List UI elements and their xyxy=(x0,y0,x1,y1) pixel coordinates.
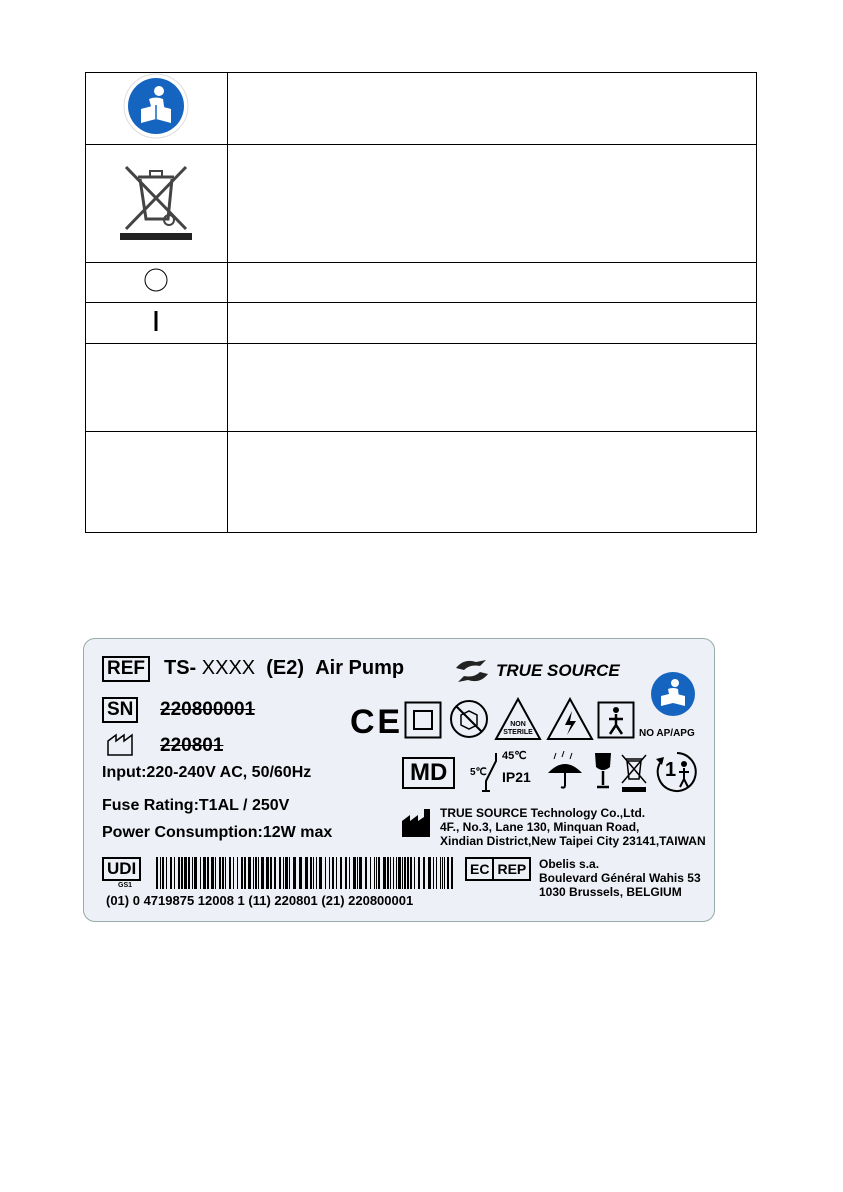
table-row xyxy=(86,344,757,432)
barcode-bar xyxy=(279,857,281,889)
barcode-bar xyxy=(428,857,431,889)
ref-prefix: TS- xyxy=(164,657,197,679)
barcode-bar xyxy=(402,857,403,889)
class-ii-double-insulation-icon xyxy=(404,701,442,739)
symbol-cell xyxy=(86,432,228,533)
gs1-text: GS1 xyxy=(118,882,133,889)
ce-mark-icon: C E xyxy=(350,703,399,741)
barcode-bar xyxy=(270,857,272,889)
barcode-bar xyxy=(285,857,288,889)
barcode-bar xyxy=(244,857,246,889)
power-consumption: Power Consumption:12W max xyxy=(102,824,333,841)
barcode-bar xyxy=(313,857,314,889)
power-off-icon xyxy=(143,267,169,293)
barcode-bar xyxy=(340,857,342,889)
barcode-bar xyxy=(447,857,449,889)
ref-variant: (E2) xyxy=(266,657,305,679)
sn-box: SN xyxy=(102,697,138,723)
barcode-bar xyxy=(345,857,347,889)
barcode-bar xyxy=(365,857,367,889)
barcode-bar xyxy=(390,857,391,889)
barcode-bar xyxy=(407,857,409,889)
description-cell xyxy=(227,73,756,145)
barcode-bar xyxy=(241,857,243,889)
udi-barcode xyxy=(156,857,456,889)
do-not-use-if-damaged-icon xyxy=(449,699,489,739)
barcode-bar xyxy=(329,857,330,889)
barcode-bar xyxy=(248,857,251,889)
barcode-bar xyxy=(188,857,190,889)
barcode-bar xyxy=(258,857,259,889)
barcode-bar xyxy=(396,857,397,889)
barcode-bar xyxy=(393,857,394,889)
barcode-bar xyxy=(283,857,284,889)
power-on-icon xyxy=(151,309,161,333)
temp-high: 45℃ xyxy=(502,750,527,762)
barcode-bar xyxy=(166,857,167,889)
rep-line1: Obelis s.a. xyxy=(539,857,600,871)
rep-line2: Boulevard Général Wahis 53 xyxy=(539,871,701,885)
fragile-glass-icon xyxy=(592,751,614,791)
non-sterile-label xyxy=(502,721,534,737)
barcode-bar xyxy=(414,857,415,889)
serial-number: 220800001 xyxy=(160,699,256,720)
barcode-bar xyxy=(162,857,164,889)
description-cell xyxy=(227,303,756,344)
barcode-bar xyxy=(203,857,206,889)
barcode-bar xyxy=(200,857,201,889)
barcode-bar xyxy=(383,857,386,889)
type-b-applied-part-icon xyxy=(597,701,635,739)
barcode-bar xyxy=(359,857,362,889)
barcode-bar xyxy=(310,857,312,889)
barcode-bar xyxy=(374,857,375,889)
weee-bin-icon xyxy=(619,751,649,793)
temperature-limit-icon xyxy=(482,751,502,793)
ref-line xyxy=(164,657,404,680)
symbol-cell xyxy=(86,263,228,303)
udi-human-readable: (01) 0 4719875 12008 1 (11) 220801 (21) 220800001 xyxy=(106,893,414,908)
barcode-bar xyxy=(378,857,380,889)
barcode-bar xyxy=(418,857,420,889)
barcode-bar xyxy=(215,857,216,889)
ref-box: REF xyxy=(102,656,150,682)
barcode-bar xyxy=(233,857,234,889)
table-row xyxy=(86,145,757,263)
description-cell xyxy=(227,145,756,263)
barcode-bar xyxy=(336,857,337,889)
product-label xyxy=(83,638,715,922)
barcode-bar xyxy=(184,857,187,889)
brand-name: TRUE SOURCE xyxy=(496,661,620,680)
barcode-bar xyxy=(305,857,308,889)
read-manual-icon xyxy=(650,671,696,717)
barcode-bar xyxy=(160,857,161,889)
ip-rating: IP21 xyxy=(502,769,531,785)
barcode-bar xyxy=(274,857,276,889)
barcode-bar xyxy=(266,857,269,889)
barcode-bar xyxy=(261,857,264,889)
input-spec: Input:220-240V AC, 50/60Hz xyxy=(102,764,312,781)
description-cell xyxy=(227,432,756,533)
fuse-rating: Fuse Rating:T1AL / 250V xyxy=(102,797,290,814)
rep-tag: REP xyxy=(497,861,527,877)
barcode-bar xyxy=(174,857,175,889)
no-ap-apg-text: NO AP/APG xyxy=(639,728,695,739)
barcode-bar xyxy=(423,857,425,889)
manufacturer-line3: Xindian District,New Taipei City 23141,TAIWAN xyxy=(440,834,706,848)
symbol-cell xyxy=(86,344,228,432)
barcode-bar xyxy=(181,857,183,889)
weee-crossed-bin-icon xyxy=(112,157,200,245)
barcode-bar xyxy=(387,857,389,889)
barcode-bar xyxy=(194,857,197,889)
barcode-bar xyxy=(192,857,193,889)
true-source-logo-icon xyxy=(452,656,492,686)
barcode-bar xyxy=(211,857,214,889)
barcode-bar xyxy=(237,857,238,889)
barcode-bar xyxy=(353,857,356,889)
barcode-bar xyxy=(370,857,371,889)
single-patient-number: 1 xyxy=(665,759,677,781)
barcode-bar xyxy=(404,857,406,889)
table-row xyxy=(86,432,757,533)
barcode-bar xyxy=(289,857,290,889)
barcode-bar xyxy=(436,857,437,889)
symbol-cell xyxy=(86,145,228,263)
barcode-bar xyxy=(219,857,221,889)
manufacturer-line2: 4F., No.3, Lane 130, Minquan Road, xyxy=(440,820,640,834)
barcode-bar xyxy=(319,857,322,889)
barcode-bar xyxy=(253,857,254,889)
manufacturer-factory-icon xyxy=(400,807,434,839)
barcode-bar xyxy=(442,857,443,889)
symbol-cell xyxy=(86,73,228,145)
barcode-bar xyxy=(222,857,224,889)
barcode-bar xyxy=(255,857,257,889)
barcode-bar xyxy=(325,857,326,889)
barcode-bar xyxy=(444,857,445,889)
barcode-bar xyxy=(357,857,358,889)
single-patient-multiple-use-icon xyxy=(654,749,700,795)
ref-model: XXXX xyxy=(201,657,256,679)
non-sterile-line2: STERILE xyxy=(503,729,533,736)
barcode-bar xyxy=(451,857,453,889)
barcode-bar xyxy=(156,857,158,889)
description-cell xyxy=(227,263,756,303)
read-manual-icon xyxy=(123,73,189,139)
barcode-bar xyxy=(398,857,401,889)
barcode-bar xyxy=(410,857,412,889)
manufacture-date: 220801 xyxy=(160,735,224,756)
ec-rep-address xyxy=(539,857,701,899)
barcode-bar xyxy=(349,857,350,889)
barcode-bar xyxy=(316,857,317,889)
manufacturer-address xyxy=(440,806,706,848)
ec-rep-box xyxy=(465,857,531,881)
medical-device-box: MD xyxy=(402,757,455,789)
barcode-bar xyxy=(170,857,172,889)
keep-dry-umbrella-icon xyxy=(546,751,584,791)
barcode-bar xyxy=(225,857,226,889)
barcode-bar xyxy=(440,857,441,889)
barcode-bar xyxy=(299,857,302,889)
non-sterile-line1: NON xyxy=(510,721,526,728)
product-name: Air Pump xyxy=(315,657,405,679)
temp-low: 5℃ xyxy=(470,767,487,778)
electric-hazard-warning-icon xyxy=(546,697,594,741)
ec-tag: EC xyxy=(467,859,494,879)
barcode-bar xyxy=(293,857,296,889)
rep-line3: 1030 Brussels, BELGIUM xyxy=(539,885,682,899)
udi-box: UDI xyxy=(102,857,141,881)
table-row xyxy=(86,303,757,344)
barcode-bar xyxy=(332,857,334,889)
table-row xyxy=(86,263,757,303)
symbol-table xyxy=(85,72,757,533)
manufacturer-line1: TRUE SOURCE Technology Co.,Ltd. xyxy=(440,806,646,820)
barcode-bar xyxy=(433,857,434,889)
date-of-manufacture-icon xyxy=(106,731,140,757)
barcode-bar xyxy=(178,857,180,889)
symbol-cell xyxy=(86,303,228,344)
barcode-bar xyxy=(207,857,209,889)
barcode-bar xyxy=(376,857,377,889)
description-cell xyxy=(227,344,756,432)
barcode-bar xyxy=(229,857,231,889)
table-row xyxy=(86,73,757,145)
